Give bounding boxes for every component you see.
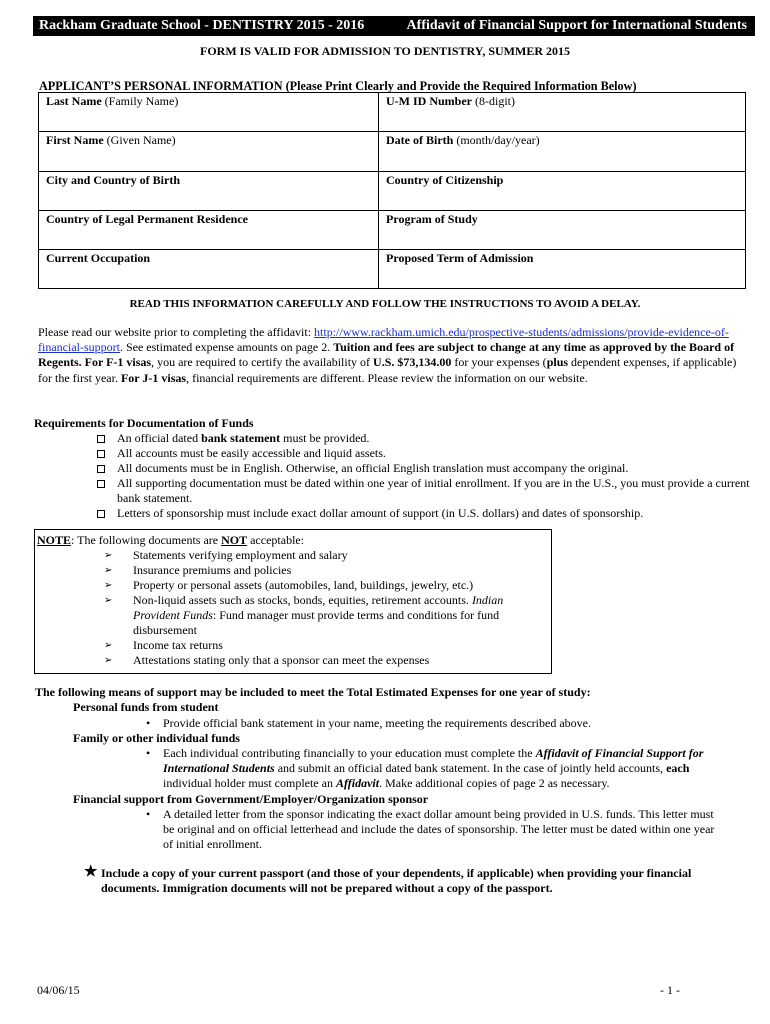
birth-place-field[interactable]	[39, 171, 379, 210]
item-text: individual holder must complete an	[163, 776, 336, 790]
arrow-bullet-icon: ➢	[104, 655, 113, 666]
star-icon: ★	[84, 864, 98, 880]
checkbox-icon	[97, 450, 105, 458]
note-text: acceptable:	[247, 533, 305, 547]
table-row	[39, 171, 746, 210]
bullet-icon: •	[146, 807, 151, 821]
residence-field[interactable]	[39, 210, 379, 249]
list-item	[104, 638, 544, 653]
sponsor-funds-heading: Financial support from Government/Employer/Organization sponsor	[73, 792, 429, 806]
website-link[interactable]: http://www.rackham.umich.edu/prospective-students/admissions/provide-evidence-of-financial-support	[38, 325, 729, 355]
item-text: Statements verifying employment and salary	[133, 548, 348, 562]
field-label: Program of Study	[386, 211, 478, 226]
field-label: Country of Legal Permanent Residence	[46, 211, 248, 226]
item-text: Insurance premiums and policies	[133, 563, 292, 577]
field-label: Country of Citizenship	[386, 172, 504, 187]
arrow-bullet-icon: ➢	[104, 580, 113, 591]
item-text: : Fund manager must provide terms and conditions for fund disbursement	[133, 608, 500, 637]
item-text: All documents must be in English. Otherwise, an official English translation must accompany the original.	[117, 461, 629, 475]
arrow-bullet-icon: ➢	[104, 595, 113, 606]
first-name-field[interactable]	[39, 132, 379, 171]
checkbox-icon	[97, 510, 105, 518]
item-text: must be provided.	[280, 431, 370, 445]
para-text: . See estimated expense amounts on page 2.	[119, 340, 334, 355]
requirements-list	[96, 431, 756, 521]
note-title	[37, 533, 304, 548]
applicant-heading-instructions: (Please Print Clearly and Provide the Required Information Below)	[285, 79, 637, 93]
date-of-birth-field[interactable]	[379, 132, 746, 171]
list-item	[104, 563, 544, 578]
sponsor-funds-list	[146, 807, 726, 852]
list-item	[104, 578, 544, 593]
term-field[interactable]	[379, 250, 746, 289]
umid-field[interactable]	[379, 93, 746, 132]
list-item	[104, 548, 544, 563]
page-number: - 1 -	[660, 983, 680, 997]
para-bold: Tuition and fees are subject to change at any time as approved by the Board of Regents. For F-1 visas	[38, 340, 735, 370]
field-hint: (8-digit)	[475, 94, 515, 108]
item-bold: bank statement	[201, 431, 281, 445]
list-item	[146, 716, 746, 731]
note-label: NOTE	[37, 533, 72, 547]
para-text: for your expenses (	[451, 355, 547, 370]
item-text: and submit an official dated bank statement. In the case of jointly held accounts,	[274, 761, 667, 775]
field-hint: (month/day/year)	[456, 133, 540, 148]
checkbox-icon	[97, 465, 105, 473]
field-label: Current Occupation	[46, 251, 151, 266]
para-bold: For J-1 visas	[120, 370, 187, 385]
list-item	[104, 593, 544, 638]
field-label: U-M ID Number	[386, 94, 472, 108]
bullet-icon: •	[146, 746, 151, 760]
field-label: Date of Birth	[386, 133, 454, 148]
passport-note-text: Include a copy of your current passport (and those of your dependents, if applicable) when providing your financial documents. Immigration documents will not be prepared without a copy of the passport.	[101, 866, 692, 895]
field-hint: (Given Name)	[106, 133, 176, 148]
passport-note	[84, 866, 744, 896]
note-not: NOT	[221, 533, 248, 547]
checkbox-icon	[97, 435, 105, 443]
header-school-title: Rackham Graduate School - DENTISTRY 2015 - 2016	[39, 18, 365, 33]
list-item	[104, 653, 544, 668]
item-text: Letters of sponsorship must include exact dollar amount of support (in U.S. dollars) and dates of sponsorship.	[117, 506, 644, 520]
family-funds-heading: Family or other individual funds	[73, 731, 240, 745]
citizenship-field[interactable]	[379, 171, 746, 210]
item-text: An official dated	[117, 431, 202, 445]
note-text: : The following documents are	[71, 533, 222, 547]
table-row	[39, 210, 746, 249]
item-italic: Affidavit	[335, 776, 380, 790]
table-row	[39, 250, 746, 289]
personal-funds-list	[146, 716, 746, 731]
header-bar	[33, 16, 755, 36]
item-text: All supporting documentation must be dated within one year of initial enrollment. If you are in the U.S., you must provide a current bank statement.	[117, 476, 750, 505]
para-bold: plus	[546, 355, 569, 370]
item-italic: Affidavit of Financial Support for International Students	[163, 746, 704, 775]
read-carefully-notice: READ THIS INFORMATION CAREFULLY AND FOLLOW THE INSTRUCTIONS TO AVOID A DELAY.	[129, 298, 641, 310]
personal-funds-heading: Personal funds from student	[73, 700, 219, 714]
para-text: Please read our website prior to completing the affidavit:	[38, 325, 315, 339]
program-field[interactable]	[379, 210, 746, 249]
item-bold: each	[666, 761, 690, 775]
table-row	[39, 93, 746, 132]
arrow-bullet-icon: ➢	[104, 550, 113, 561]
field-label: Last Name	[46, 94, 102, 108]
list-item	[96, 446, 756, 461]
unacceptable-documents-list	[104, 548, 544, 668]
list-item	[146, 746, 726, 791]
item-text: Non-liquid assets such as stocks, bonds, equities, retirement accounts.	[133, 593, 472, 607]
family-funds-list	[146, 746, 726, 791]
para-text: dependent expenses, if applicable) for the first year.	[38, 355, 737, 385]
item-text: Each individual contributing financially to your education must complete the	[163, 746, 536, 760]
applicant-info-table	[38, 92, 746, 289]
last-name-field[interactable]	[39, 93, 379, 132]
field-hint: (Family Name)	[104, 94, 179, 108]
list-item	[146, 807, 726, 852]
item-text: All accounts must be easily accessible and liquid assets.	[117, 446, 386, 460]
item-text: Property or personal assets (automobiles, land, buildings, jewelry, etc.)	[133, 578, 474, 592]
item-text: Income tax returns	[133, 638, 223, 652]
header-form-title: Affidavit of Financial Support for International Students	[406, 18, 747, 33]
item-text: Provide official bank statement in your name, meeting the requirements described above.	[163, 716, 591, 730]
para-text: , you are required to certify the availability of	[151, 355, 374, 370]
instructions-paragraph	[38, 325, 750, 386]
checkbox-icon	[97, 480, 105, 488]
footer-date: 04/06/15	[37, 983, 80, 997]
list-item	[96, 506, 756, 521]
form-validity-notice: FORM IS VALID FOR ADMISSION TO DENTISTRY, SUMMER 2015	[200, 44, 570, 58]
field-label: City and Country of Birth	[46, 172, 181, 187]
item-text: . Make additional copies of page 2 as necessary.	[379, 776, 610, 790]
list-item	[96, 431, 756, 446]
arrow-bullet-icon: ➢	[104, 640, 113, 651]
item-text: A detailed letter from the sponsor indicating the exact dollar amount being provided in U.S. funds. This letter must be original and on official letterhead and include the dates of sponsorship. The letter must be dated within one year of initial enrollment.	[163, 807, 715, 851]
bullet-icon: •	[146, 716, 151, 730]
field-label: Proposed Term of Admission	[386, 251, 534, 266]
requirements-heading: Requirements for Documentation of Funds	[34, 416, 254, 430]
para-text: , financial requirements are different. Please review the information on our website.	[186, 370, 588, 385]
occupation-field[interactable]	[39, 250, 379, 289]
arrow-bullet-icon: ➢	[104, 565, 113, 576]
list-item	[96, 461, 756, 476]
field-label: First Name	[46, 133, 104, 148]
table-row	[39, 132, 746, 171]
amount-required: U.S. $73,134.00	[373, 355, 452, 370]
list-item	[96, 476, 756, 506]
item-italic: Indian Provident Funds	[133, 593, 504, 622]
item-text: Attestations stating only that a sponsor can meet the expenses	[133, 653, 430, 667]
support-heading: The following means of support may be included to meet the Total Estimated Expenses for one year of study:	[35, 685, 591, 699]
applicant-heading-title: APPLICANT’S PERSONAL INFORMATION	[39, 79, 283, 93]
